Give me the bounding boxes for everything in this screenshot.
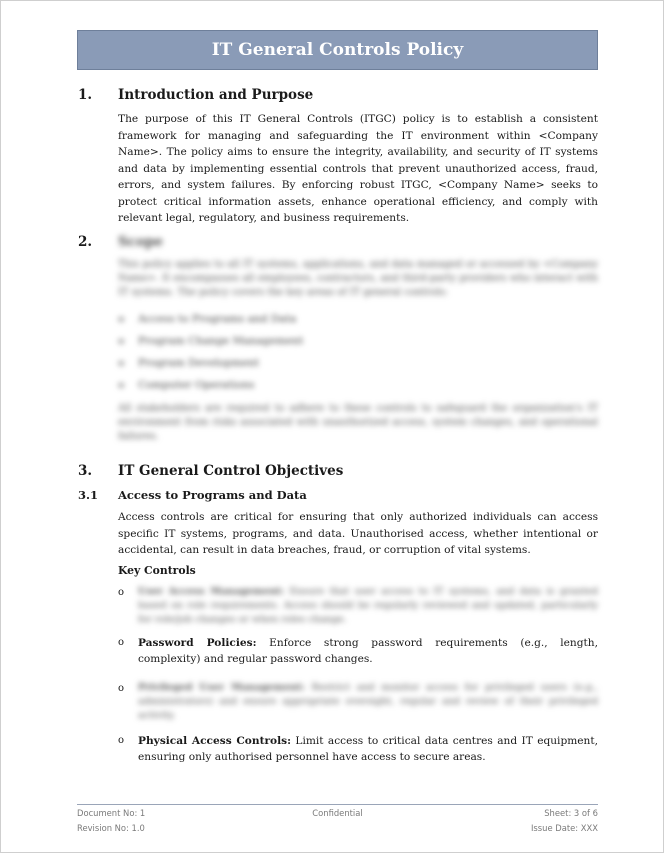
list-item: o User Access Management: Ensure that user access to IT systems, and data is granted based on role requirements. Access should be regularly reviewed and updated, particularly for role/job changes or when roles change. bbox=[118, 586, 598, 625]
section-2-intro: This policy applies to all IT systems, applications, and data managed or accessed by <Company Name>. It encompasses all employees, contractors, and third-party providers who interact with IT systems. The policy covers the key areas of IT general controls: bbox=[118, 259, 598, 298]
sheet-number: Sheet: 3 of 6 bbox=[544, 808, 598, 818]
section-1-heading bbox=[78, 87, 313, 103]
page-title: IT General Controls Policy bbox=[211, 40, 464, 60]
key-controls-list bbox=[118, 585, 598, 779]
confidential-label: Confidential bbox=[312, 808, 363, 818]
page-footer bbox=[77, 804, 598, 835]
list-item: o Program Change Management bbox=[118, 335, 304, 347]
subsection-number: 3.1 bbox=[78, 488, 99, 502]
section-title: Scope bbox=[118, 234, 164, 250]
bullet-marker: o bbox=[118, 587, 125, 598]
subsection-title: Access to Programs and Data bbox=[118, 488, 307, 502]
key-controls-label: Key Controls bbox=[118, 564, 196, 577]
document-number: Document No: 1 bbox=[77, 808, 146, 818]
section-number: 2. bbox=[78, 234, 93, 250]
document-page bbox=[1, 1, 664, 854]
section-number: 1. bbox=[78, 87, 93, 103]
control-term: Password Policies: bbox=[138, 637, 257, 649]
list-item bbox=[118, 635, 598, 667]
bullet-marker: o bbox=[118, 637, 125, 648]
section-3-heading bbox=[78, 463, 343, 479]
control-term: Physical Access Controls: bbox=[138, 735, 292, 747]
section-2-heading bbox=[78, 234, 163, 250]
list-item: o Access to Programs and Data bbox=[118, 313, 297, 325]
list-item: o Privileged User Management: Restrict and monitor access for privileged users (e.g., administrators) and ensure appropriate oversight, regular and review of their privileged activity. bbox=[118, 682, 598, 721]
issue-date: Issue Date: XXX bbox=[530, 823, 598, 833]
list-item bbox=[118, 733, 598, 765]
section-title: IT General Control Objectives bbox=[118, 463, 344, 479]
bullet-marker: o bbox=[118, 683, 125, 694]
list-item: o Computer Operations bbox=[118, 379, 255, 391]
list-item: o Program Development bbox=[118, 357, 260, 369]
revision-number: Revision No: 1.0 bbox=[77, 823, 145, 833]
section-2-outro: All stakeholders are required to adhere to these controls to safeguard the organization's IT environment from risks associated with unauthorized access, system changes, and operational failures. bbox=[118, 403, 598, 442]
title-banner bbox=[77, 30, 598, 70]
subsection-3-1-body: Access controls are critical for ensuring that only authorized individuals can access specific IT systems, programs, and data. Unauthorised access, whether intentional or accidental, can result in data breaches, fraud, or corruption of vital systems. bbox=[118, 511, 598, 556]
section-number: 3. bbox=[78, 463, 93, 479]
scope-list bbox=[118, 308, 418, 396]
control-text: Enforce strong password requirements (e.g., length, complexity) and regular password changes. bbox=[138, 637, 598, 665]
subsection-3-1-heading bbox=[78, 488, 307, 502]
section-title: Introduction and Purpose bbox=[118, 87, 314, 103]
bullet-marker: o bbox=[118, 735, 125, 746]
control-text: Limit access to critical data centres and IT equipment, ensuring only authorised personnel have access to secure areas. bbox=[138, 735, 598, 763]
section-1-body: The purpose of this IT General Controls (ITGC) policy is to establish a consistent framework for managing and safeguarding the IT environment within <Company Name>. The policy aims to ensure the integrity, availability, and security of IT systems and data by implementing essential controls that prevent unauthorized access, fraud, errors, and system failures. By enforcing robust ITGC, <Company Name> seeks to protect critical information assets, enhance operational efficiency, and comply with relevant legal, regulatory, and business requirements. bbox=[118, 113, 598, 224]
